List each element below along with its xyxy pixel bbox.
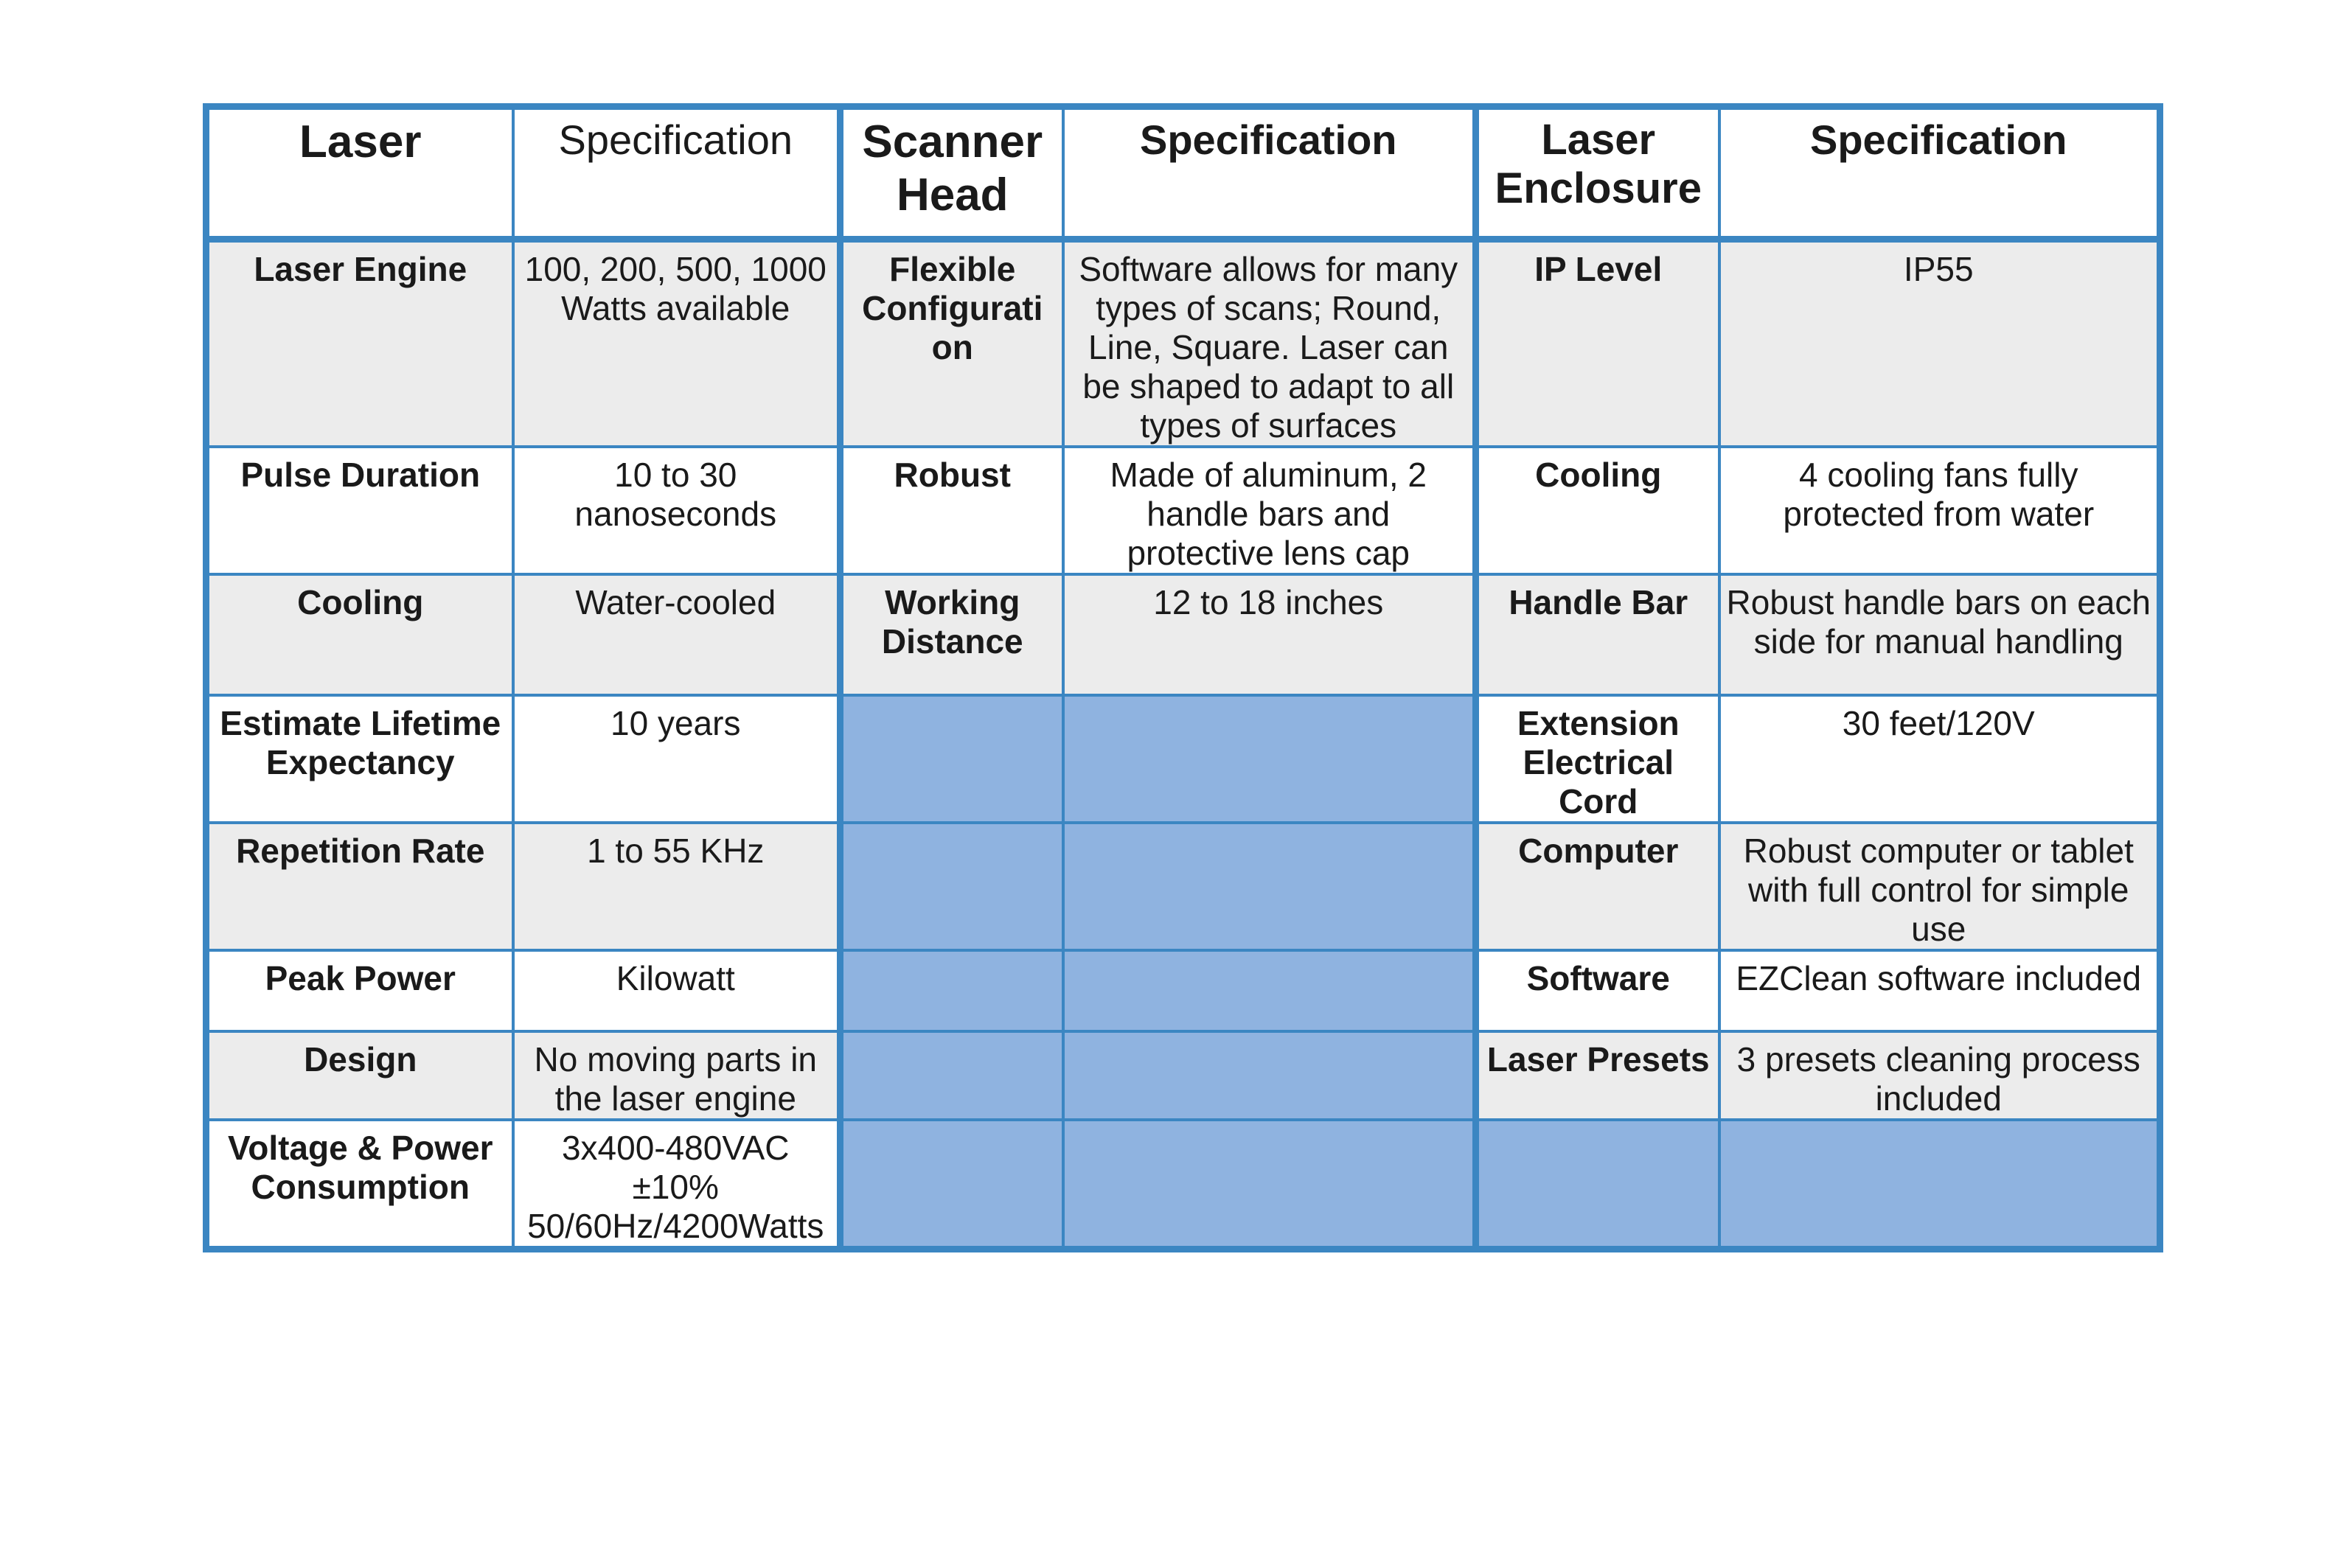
empty-cell — [841, 695, 1063, 823]
empty-cell — [1063, 1120, 1476, 1250]
enclosure-value: Robust handle bars on each side for manual handling — [1719, 574, 2160, 695]
header-laser: Laser — [206, 107, 513, 240]
laser-label: Cooling — [206, 574, 513, 695]
laser-label: Estimate Lifetime Expectancy — [206, 695, 513, 823]
enclosure-label: Handle Bar — [1476, 574, 1719, 695]
empty-cell — [1063, 823, 1476, 950]
laser-value: 1 to 55 KHz — [513, 823, 841, 950]
laser-label: Repetition Rate — [206, 823, 513, 950]
table-row — [206, 1120, 2160, 1250]
header-row — [206, 107, 2160, 240]
empty-cell — [1063, 695, 1476, 823]
enclosure-label: IP Level — [1476, 240, 1719, 447]
enclosure-label: Computer — [1476, 823, 1719, 950]
laser-value: 10 to 30 nanoseconds — [513, 447, 841, 574]
enclosure-value: 3 presets cleaning process included — [1719, 1031, 2160, 1120]
table-row — [206, 950, 2160, 1031]
header-specification-laser: Specification — [513, 107, 841, 240]
table-row — [206, 574, 2160, 695]
enclosure-value: IP55 — [1719, 240, 2160, 447]
laser-value: 3x400-480VAC ±10% 50/60Hz/4200Watts — [513, 1120, 841, 1250]
table-row — [206, 240, 2160, 447]
enclosure-value: EZClean software included — [1719, 950, 2160, 1031]
enclosure-value: Robust computer or tablet with full control for simple use — [1719, 823, 2160, 950]
laser-label: Peak Power — [206, 950, 513, 1031]
laser-value: 100, 200, 500, 1000 Watts available — [513, 240, 841, 447]
empty-cell — [841, 950, 1063, 1031]
enclosure-label: Software — [1476, 950, 1719, 1031]
enclosure-value: 30 feet/120V — [1719, 695, 2160, 823]
enclosure-label: Cooling — [1476, 447, 1719, 574]
empty-cell — [841, 1120, 1063, 1250]
table-row — [206, 447, 2160, 574]
laser-value: No moving parts in the laser engine — [513, 1031, 841, 1120]
table-row — [206, 823, 2160, 950]
scanner-label: Working Distance — [841, 574, 1063, 695]
scanner-value: Software allows for many types of scans; Round, Line, Square. Laser can be shaped to adapt to all types of surfaces — [1063, 240, 1476, 447]
empty-cell — [1719, 1120, 2160, 1250]
laser-value: Kilowatt — [513, 950, 841, 1031]
scanner-label: Robust — [841, 447, 1063, 574]
header-scanner-head: Scanner Head — [841, 107, 1063, 240]
laser-value: 10 years — [513, 695, 841, 823]
enclosure-label: Laser Presets — [1476, 1031, 1719, 1120]
laser-label: Design — [206, 1031, 513, 1120]
empty-cell — [1063, 1031, 1476, 1120]
enclosure-value: 4 cooling fans fully protected from water — [1719, 447, 2160, 574]
empty-cell — [1476, 1120, 1719, 1250]
specification-table — [203, 103, 2163, 1252]
scanner-label: Flexible Configurati on — [841, 240, 1063, 447]
empty-cell — [1063, 950, 1476, 1031]
table-row — [206, 695, 2160, 823]
enclosure-label: Extension Electrical Cord — [1476, 695, 1719, 823]
header-laser-enclosure: Laser Enclosure — [1476, 107, 1719, 240]
laser-label: Laser Engine — [206, 240, 513, 447]
table-row — [206, 1031, 2160, 1120]
empty-cell — [841, 1031, 1063, 1120]
laser-label: Voltage & Power Consumption — [206, 1120, 513, 1250]
laser-label: Pulse Duration — [206, 447, 513, 574]
empty-cell — [841, 823, 1063, 950]
scanner-value: 12 to 18 inches — [1063, 574, 1476, 695]
header-specification-scanner: Specification — [1063, 107, 1476, 240]
scanner-value: Made of aluminum, 2 handle bars and protective lens cap — [1063, 447, 1476, 574]
laser-value: Water-cooled — [513, 574, 841, 695]
header-specification-enclosure: Specification — [1719, 107, 2160, 240]
